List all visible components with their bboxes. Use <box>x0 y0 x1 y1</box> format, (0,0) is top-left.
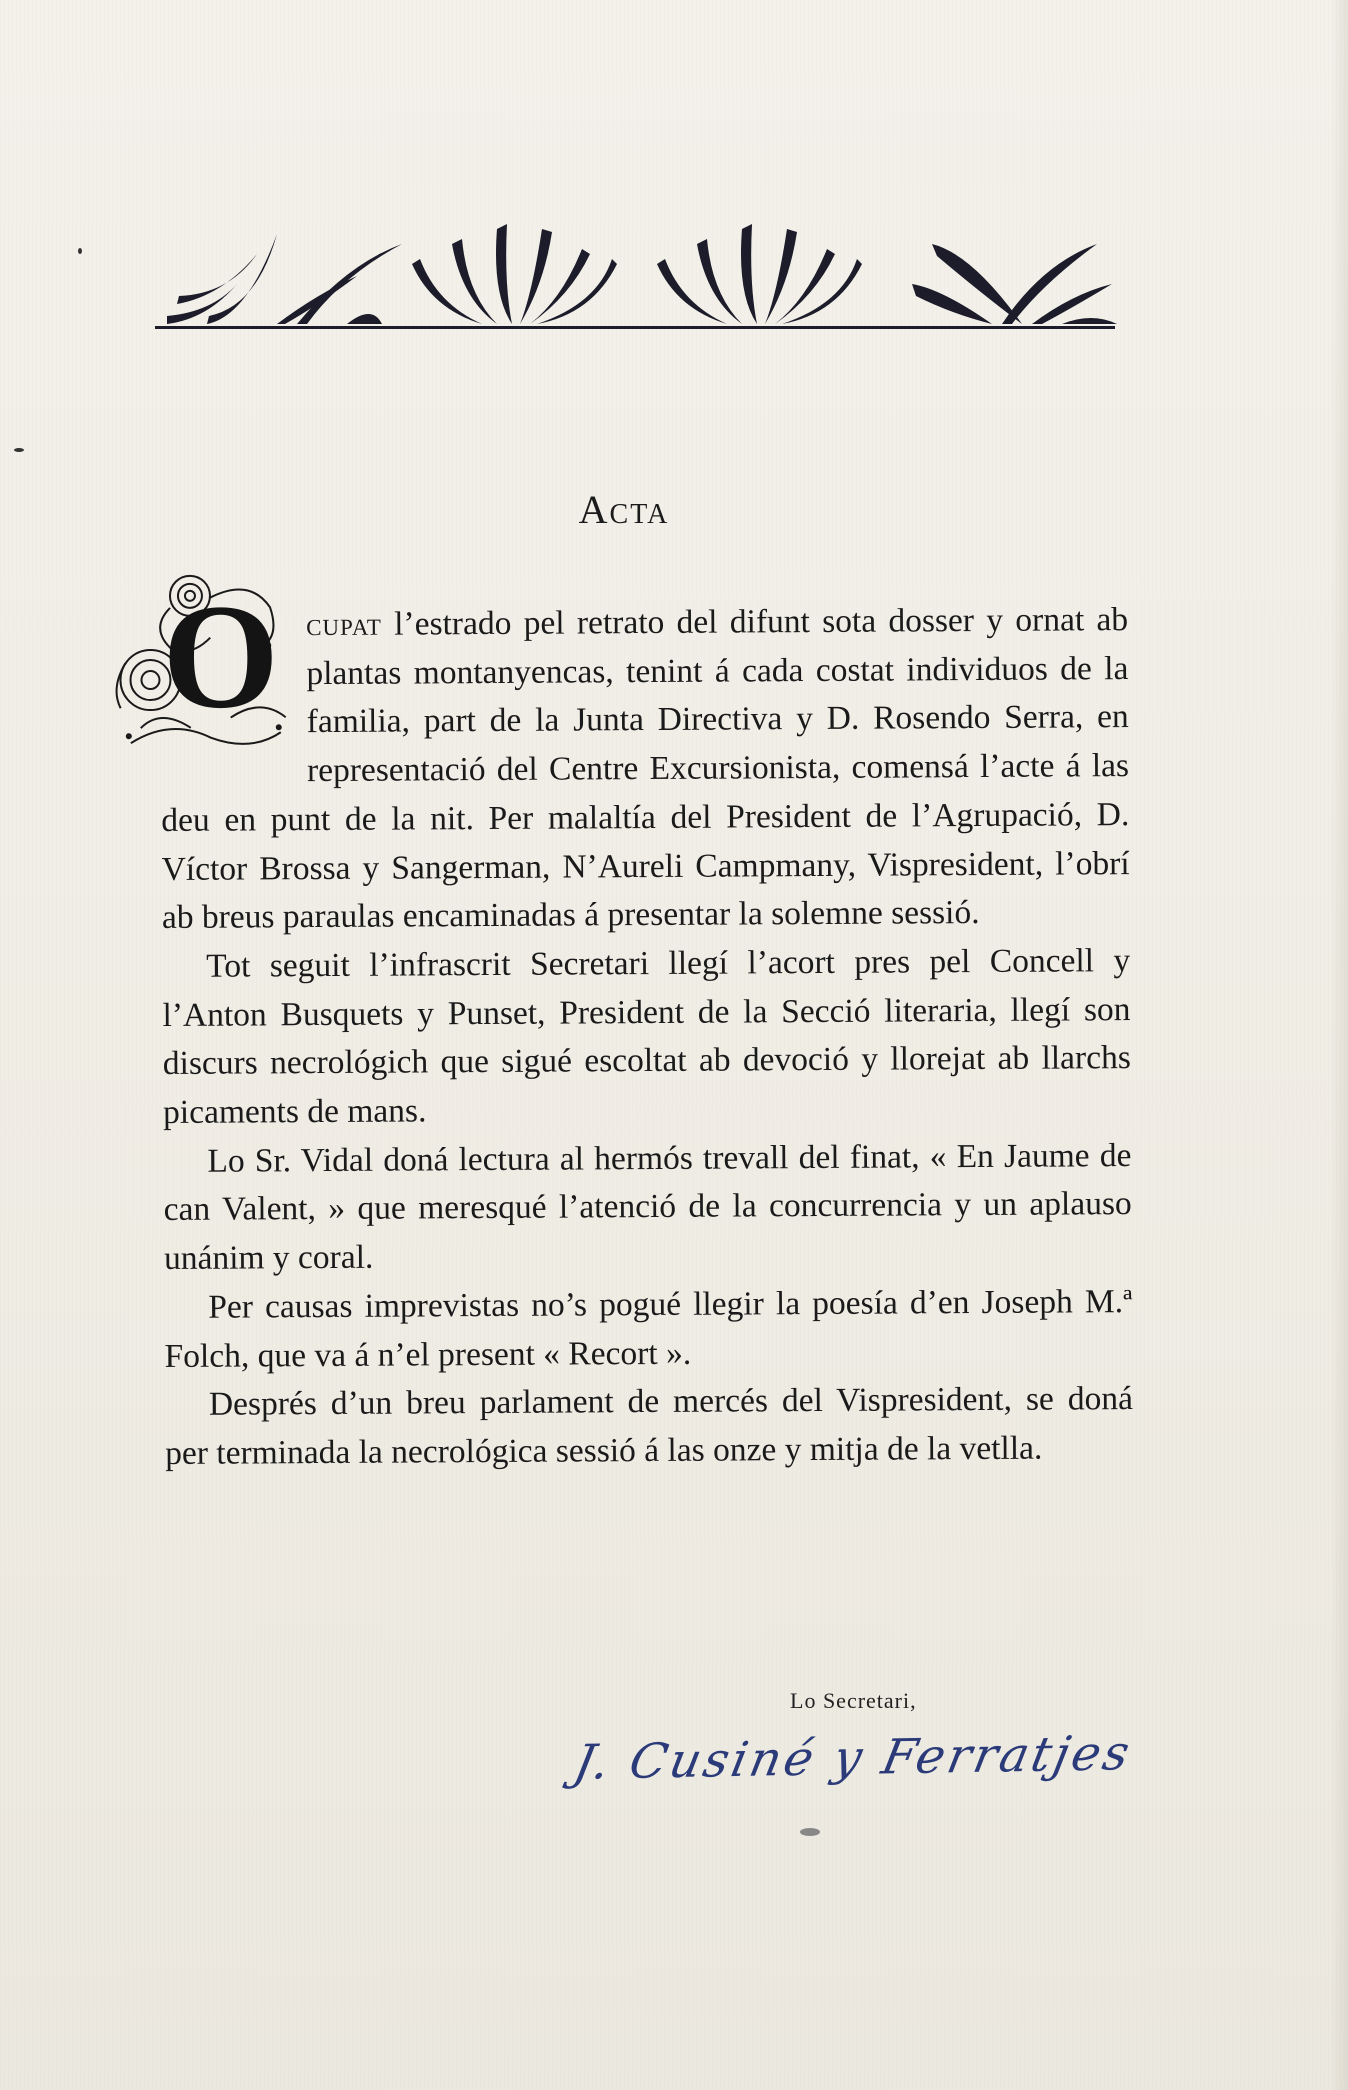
page-edge-shading <box>1330 0 1348 2090</box>
fan-ornament-group-2 <box>412 224 617 324</box>
paragraph-2: Tot seguit l’infrascrit Secretari llegí l’acort pres pel Concell y l’Anton Busquets y Punset, President de la Secció literaria, llegí son discurs necrológich que sigué escoltat ab devoció y llorejat ab llarchs picaments de mans. <box>162 942 1131 1132</box>
header-rule <box>155 326 1115 329</box>
paper-speck <box>14 448 24 452</box>
page-title: Acta <box>578 487 670 532</box>
signature: J. Cusiné y Ferratjes <box>569 1725 1137 1791</box>
paragraph-5: Després d’un breu parlament de mercés del Vispresident, se doná per terminada la necrológica sessió á las onze y mitja de la vetlla. <box>165 1380 1133 1472</box>
document-body <box>160 573 1133 1479</box>
fan-ornament-icon <box>152 224 1122 334</box>
fan-ornament-group-3 <box>657 224 862 324</box>
dropcap-ornament <box>110 567 291 758</box>
paragraph-4: Per causas imprevistas no’s pogué llegir la poesía d’en Joseph M.ª Folch, que va á n’el present « Recort ». <box>164 1282 1133 1375</box>
first-word-rest: cupat <box>306 605 383 644</box>
paragraph-3: Lo Sr. Vidal doná lectura al hermós trevall del finat, « En Jaume de can Valent, » que meresqué l’atenció de la concurrencia y un aplauso unánim y coral. <box>163 1136 1132 1278</box>
dropcap-letter: O <box>161 573 280 740</box>
paper-speck <box>78 248 82 254</box>
paper-speck <box>800 1828 820 1836</box>
fan-ornament-group-4 <box>912 244 1117 324</box>
paragraph-1 <box>160 573 1130 943</box>
paragraph-1-text: l’estrado pel retrato del difunt sota dosser y ornat ab plantas montanyencas, tenint á cada costat individuos de la familia, part de la Junta Directiva y D. Rosendo Serra, en representació del Centre Excursionista, comensá l’acte á las deu en punt de la nit. Per malaltía del President de l’Agrupació, D. Víctor Brossa y Sangerman, N’Aureli Campmany, Vispresident, l’obrí ab breus paraulas encaminadas á presentar la solemne sessió. <box>161 601 1130 937</box>
signer-label: Lo Secretari, <box>790 1688 917 1713</box>
fan-ornament-group-1 <box>167 234 402 324</box>
